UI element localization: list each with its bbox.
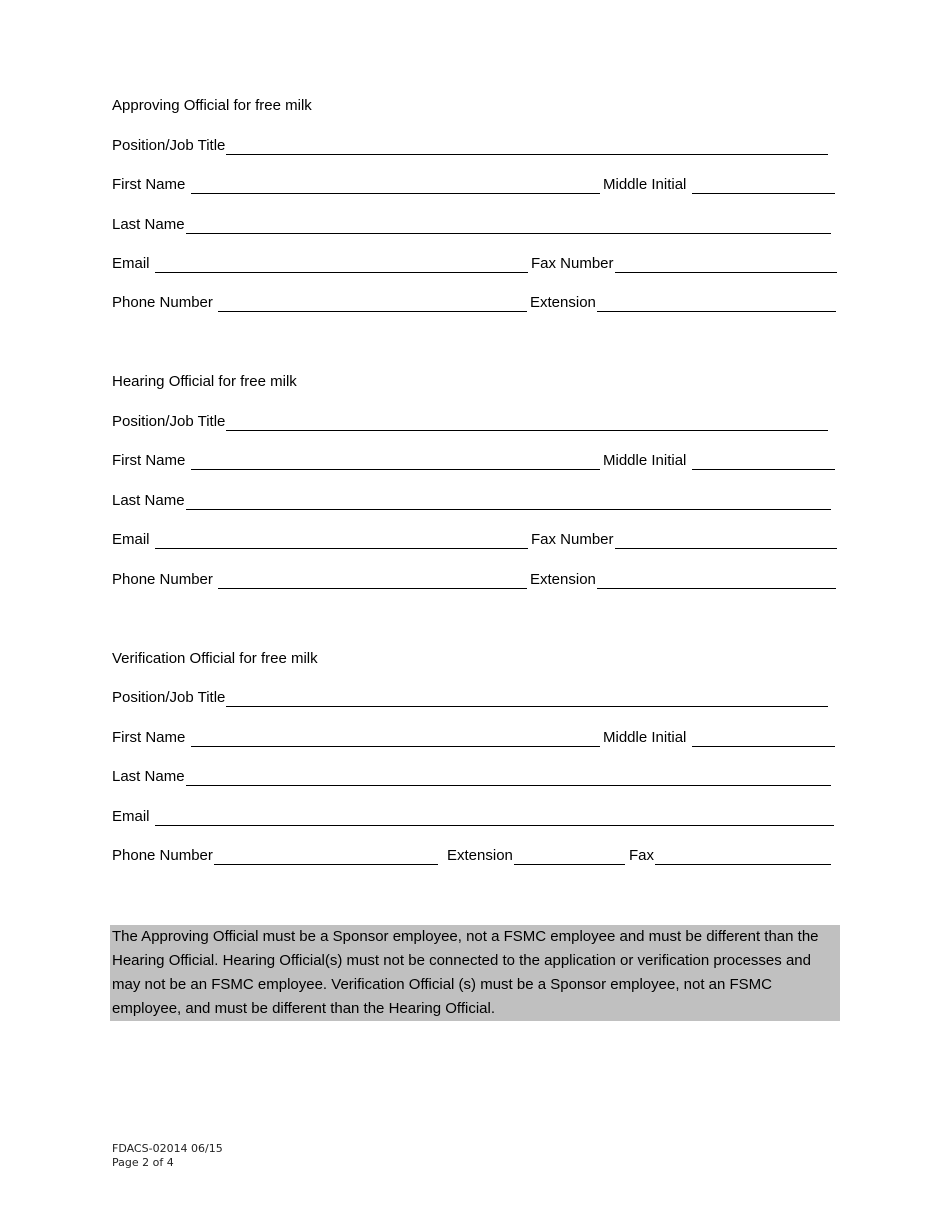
fax-field[interactable] <box>629 847 831 867</box>
position-blank[interactable] <box>226 689 828 707</box>
page-footer <box>112 1142 223 1170</box>
position-field[interactable] <box>112 413 828 433</box>
email-label: Email <box>112 531 154 548</box>
position-field[interactable] <box>112 689 828 709</box>
phone-extension-fax-row <box>112 847 831 867</box>
first-name-blank[interactable] <box>191 176 600 194</box>
middle-initial-label: Middle Initial <box>603 729 691 746</box>
position-field[interactable] <box>112 137 828 157</box>
extension-field[interactable] <box>530 571 836 591</box>
extension-field[interactable] <box>447 847 625 867</box>
page-number: Page 2 of 4 <box>112 1156 174 1169</box>
last-name-label: Last Name <box>112 768 185 785</box>
email-blank[interactable] <box>155 531 528 549</box>
extension-label: Extension <box>530 571 596 588</box>
name-row <box>112 176 835 196</box>
phone-extension-row <box>112 571 836 591</box>
extension-blank[interactable] <box>597 294 836 312</box>
position-row <box>112 689 828 709</box>
last-name-blank[interactable] <box>186 492 831 510</box>
first-name-label: First Name <box>112 452 190 469</box>
last-name-label: Last Name <box>112 216 185 233</box>
phone-field[interactable] <box>112 847 438 867</box>
email-row <box>112 808 834 828</box>
name-row <box>112 729 835 749</box>
last-name-field[interactable] <box>112 768 831 788</box>
extension-blank[interactable] <box>597 571 836 589</box>
fax-blank[interactable] <box>655 847 831 865</box>
fax-field[interactable] <box>531 255 837 275</box>
first-name-label: First Name <box>112 176 190 193</box>
email-blank[interactable] <box>155 808 834 826</box>
requirements-note <box>110 925 840 1021</box>
position-blank[interactable] <box>226 137 828 155</box>
fax-label: Fax <box>629 847 655 864</box>
email-label: Email <box>112 255 154 272</box>
last-name-blank[interactable] <box>186 216 831 234</box>
email-fax-row <box>112 531 837 551</box>
phone-extension-row <box>112 294 836 314</box>
last-name-field[interactable] <box>112 216 831 236</box>
position-row <box>112 413 828 433</box>
last-name-label: Last Name <box>112 492 185 509</box>
first-name-field[interactable] <box>112 729 600 749</box>
phone-label: Phone Number <box>112 571 218 588</box>
first-name-field[interactable] <box>112 176 600 196</box>
middle-initial-blank[interactable] <box>692 452 835 470</box>
phone-blank[interactable] <box>218 571 527 589</box>
first-name-blank[interactable] <box>191 452 600 470</box>
middle-initial-blank[interactable] <box>692 176 835 194</box>
position-row <box>112 137 828 157</box>
position-label: Position/Job Title <box>112 137 226 154</box>
middle-initial-field[interactable] <box>603 452 835 472</box>
email-blank[interactable] <box>155 255 528 273</box>
middle-initial-field[interactable] <box>603 729 835 749</box>
last-name-row <box>112 216 831 236</box>
extension-blank[interactable] <box>514 847 625 865</box>
first-name-blank[interactable] <box>191 729 600 747</box>
fax-label: Fax Number <box>531 255 614 272</box>
position-blank[interactable] <box>226 413 828 431</box>
extension-field[interactable] <box>530 294 836 314</box>
phone-field[interactable] <box>112 571 527 591</box>
fax-blank[interactable] <box>615 255 837 273</box>
first-name-label: First Name <box>112 729 190 746</box>
phone-label: Phone Number <box>112 847 213 864</box>
phone-blank[interactable] <box>214 847 438 865</box>
email-fax-row <box>112 255 837 275</box>
phone-label: Phone Number <box>112 294 218 311</box>
middle-initial-label: Middle Initial <box>603 176 691 193</box>
section-title: Approving Official for free milk <box>112 97 312 114</box>
fax-label: Fax Number <box>531 531 614 548</box>
first-name-field[interactable] <box>112 452 600 472</box>
email-field[interactable] <box>112 808 834 828</box>
fax-field[interactable] <box>531 531 837 551</box>
form-id: FDACS-02014 06/15 <box>112 1142 223 1155</box>
position-label: Position/Job Title <box>112 689 226 706</box>
last-name-blank[interactable] <box>186 768 831 786</box>
email-label: Email <box>112 808 154 825</box>
phone-field[interactable] <box>112 294 527 314</box>
position-label: Position/Job Title <box>112 413 226 430</box>
last-name-field[interactable] <box>112 492 831 512</box>
phone-blank[interactable] <box>218 294 527 312</box>
note-text: The Approving Official must be a Sponsor employee, not a FSMC employee and must be different than the Hearing Official. Hearing Official(s) must not be connected to the application or verification processes and may not be an FSMC employee. Verification Official (s) must be a Sponsor employee, not an FSMC employee, and must be different than the Hearing Official. <box>112 928 819 1017</box>
email-field[interactable] <box>112 255 528 275</box>
extension-label: Extension <box>447 847 513 864</box>
fax-blank[interactable] <box>615 531 837 549</box>
middle-initial-blank[interactable] <box>692 729 835 747</box>
email-field[interactable] <box>112 531 528 551</box>
section-title: Verification Official for free milk <box>112 650 318 667</box>
middle-initial-label: Middle Initial <box>603 452 691 469</box>
last-name-row <box>112 768 831 788</box>
name-row <box>112 452 835 472</box>
last-name-row <box>112 492 831 512</box>
extension-label: Extension <box>530 294 596 311</box>
middle-initial-field[interactable] <box>603 176 835 196</box>
section-title: Hearing Official for free milk <box>112 373 297 390</box>
